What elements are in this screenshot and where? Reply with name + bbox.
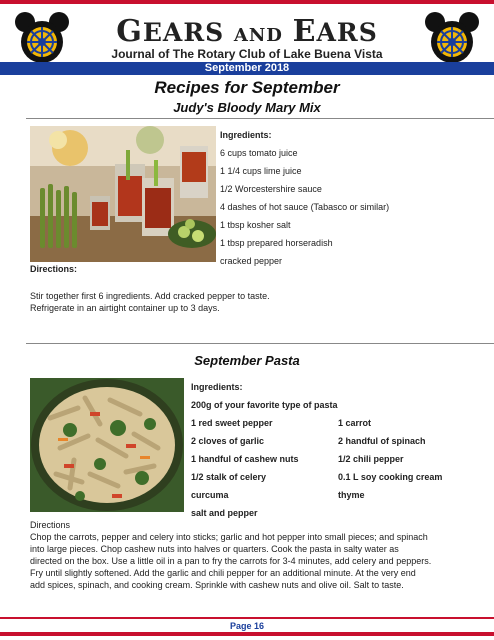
recipe-title-pasta: September Pasta (194, 353, 300, 368)
bloody-mary-ingredients (220, 126, 389, 270)
list-item: salt and pepper (191, 508, 258, 518)
list-item: cracked pepper (220, 256, 283, 266)
section-divider (26, 343, 494, 344)
list-item: 2 handful of spinach (338, 436, 426, 446)
masthead-word-ears-1: EARS (142, 18, 225, 47)
directions-line: Chop the carrots, pepper and celery into sticks; garlic and hot pepper into small pieces; and spinach (30, 532, 428, 542)
list-item: 1/2 Worcestershire sauce (220, 184, 322, 194)
list-item: 4 dashes of hot sauce (Tabasco or similar) (220, 202, 390, 212)
issue-month-bar: September 2018 (0, 62, 494, 75)
pasta-ingredients (191, 378, 442, 522)
list-item: 1/2 chili pepper (338, 454, 404, 464)
directions-line: Fry until slightly softened. Add the garlic and chili pepper for an additional minute. At the very end (30, 568, 416, 578)
bloody-mary-photo (30, 126, 216, 262)
top-red-rule (0, 0, 494, 4)
bottom-red-rule (0, 617, 494, 619)
masthead-initial-e: E (292, 14, 317, 49)
masthead-word-and: AND (233, 25, 283, 46)
pasta-directions (30, 519, 431, 591)
list-item: thyme (338, 490, 365, 500)
table-row (191, 468, 442, 486)
table-row (191, 450, 442, 468)
page-number: Page 16 (229, 621, 265, 631)
list-item: 1 tbsp prepared horseradish (220, 238, 333, 248)
table-row (191, 432, 442, 450)
ingredients-heading: Ingredients: (220, 130, 272, 140)
ingredients-heading: Ingredients: (191, 382, 243, 392)
bloody-mary-directions (30, 290, 270, 314)
list-item: 6 cups tomato juice (220, 148, 298, 158)
list-item: curcuma (191, 490, 229, 500)
bottom-red-band (0, 632, 494, 636)
list-item: 1 tbsp kosher salt (220, 220, 291, 230)
masthead-word-ears-2: ARS (316, 18, 378, 47)
list-item: 200g of your favorite type of pasta (191, 400, 338, 410)
directions-label: Directions: (30, 264, 78, 274)
directions-line: Stir together first 6 ingredients. Add cracked pepper to taste. (30, 291, 270, 301)
directions-label: Directions (30, 520, 71, 530)
list-item: 2 cloves of garlic (191, 436, 265, 446)
recipe-title-bloody-mary: Judy's Bloody Mary Mix (173, 100, 321, 115)
table-row (191, 486, 442, 504)
list-item: 1 handful of cashew nuts (191, 454, 299, 464)
table-row (191, 414, 442, 432)
list-item: 0.1 L soy cooking cream (338, 472, 443, 482)
list-item: 1/2 stalk of celery (191, 472, 267, 482)
masthead-subtitle: Journal of The Rotary Club of Lake Buena Vista (111, 47, 383, 61)
directions-line: add spices, spinach, and cooking cream. Sprinkle with cashew nuts and olive oil. Salt to taste. (30, 580, 404, 590)
page-title: Recipes for September (154, 78, 340, 97)
masthead-initial-g: G (116, 14, 143, 49)
directions-line: into large pieces. Chop cashew nuts into halves or quarters. Cook the pasta in salty water as (30, 544, 399, 554)
masthead-title (0, 14, 494, 49)
list-item: 1 carrot (338, 418, 372, 428)
section-divider (26, 118, 494, 119)
list-item: 1 1/4 cups lime juice (220, 166, 302, 176)
directions-line: Refrigerate in an airtight container up to 3 days. (30, 303, 220, 313)
pasta-photo (30, 378, 184, 512)
directions-line: directed on the box. Use a little oil in a pan to fry the carrots for 3-4 minutes, add celery and peppers. (30, 556, 432, 566)
list-item: 1 red sweet pepper (191, 418, 273, 428)
